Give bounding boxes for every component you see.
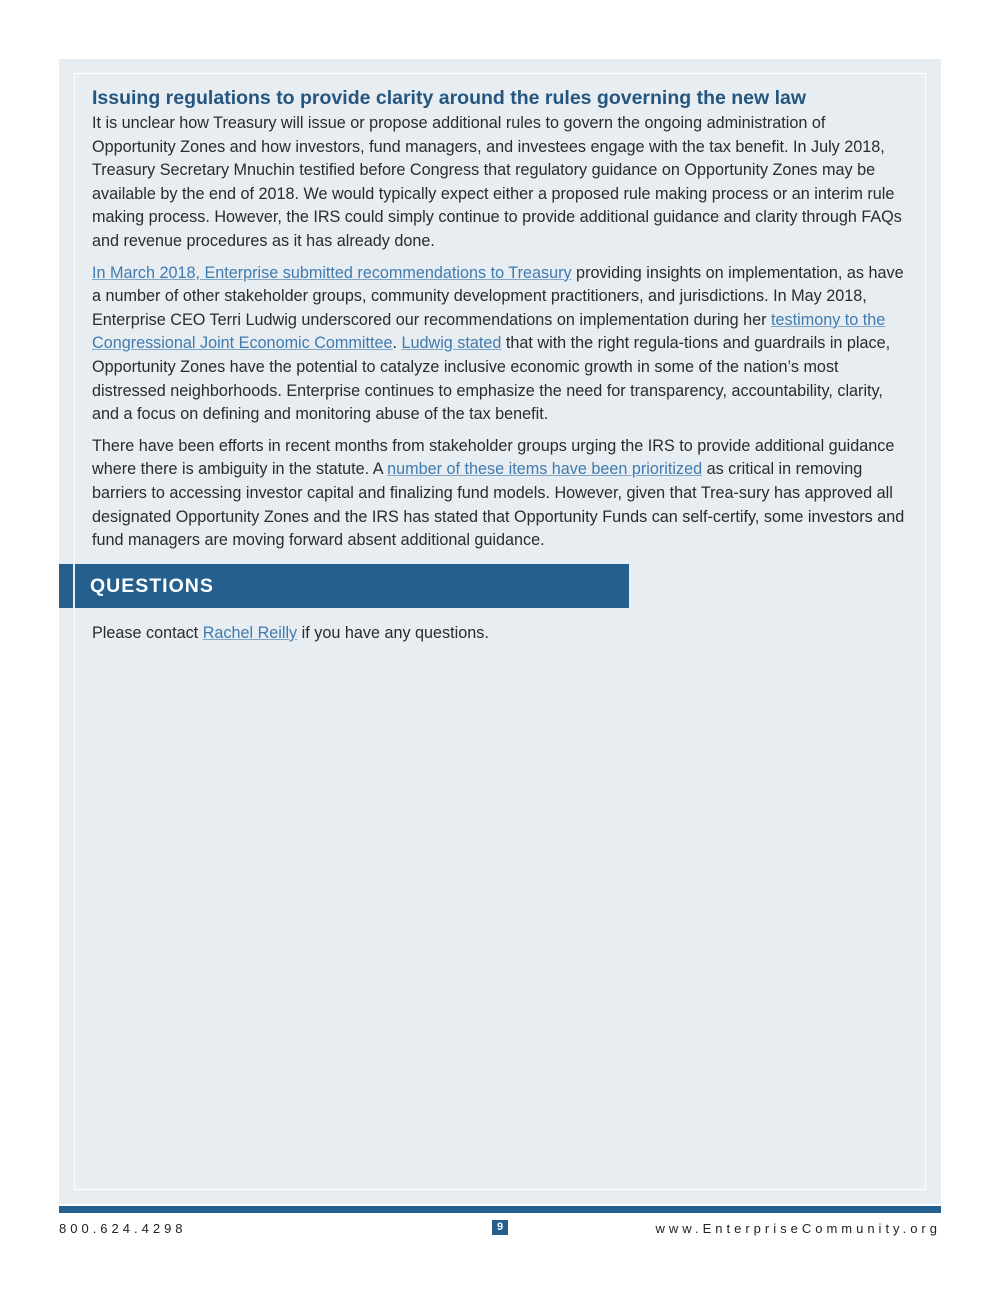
paragraph-3-text-1: There have been efforts in recent months from stakeholder groups urging the IRS to provide additional guidance where there is ambiguity in the statute. A	[92, 436, 895, 479]
footer-rule	[59, 1206, 941, 1213]
contact-line	[92, 622, 489, 646]
paragraph-2-text-1: providing insights on implementation, as have a number of other stakeholder groups, community development practitioners, and jurisdictions. In May 2018, Enterprise CEO Terri Ludwig underscored our recommendations on implementation during her	[92, 263, 904, 329]
paragraph-2-text-2: .	[392, 334, 402, 353]
contact-text-2: if you have any questions.	[297, 624, 489, 642]
paragraph-2	[92, 262, 910, 427]
main-content	[92, 84, 910, 561]
link-prioritized-items[interactable]: number of these items have been prioritized	[387, 460, 703, 479]
paragraph-3-text-2: as critical in removing barriers to accessing investor capital and finalizing fund models. However, given that Trea-sury has approved all designated Opportunity Zones and the IRS has stated that Opportunity Funds can self-certify, some investors and fund managers are moving forward absent additional guidance.	[92, 460, 905, 550]
questions-title: QUESTIONS	[90, 575, 214, 597]
banner-accent-line	[73, 564, 75, 608]
contact-text-1: Please contact	[92, 624, 203, 642]
paragraph-3	[92, 435, 910, 553]
paragraph-2-text-3: that with the right regula-tions and guardrails in place, Opportunity Zones have the potential to catalyze inclusive economic growth in some of the nation’s most distressed neighborhoods. Enterprise continues to emphasize the need for transparency, accountability, clarity, and a focus on defining and monitoring abuse of the tax benefit.	[92, 334, 891, 424]
footer-phone: 800.624.4298	[59, 1221, 187, 1236]
link-testimony[interactable]: testimony to the Congressional Joint Economic Committee	[92, 310, 886, 353]
link-rachel-reilly[interactable]: Rachel Reilly	[202, 624, 298, 642]
section-heading: Issuing regulations to provide clarity around the rules governing the new law	[92, 87, 807, 109]
footer-website[interactable]: www.EnterpriseCommunity.org	[655, 1221, 941, 1236]
paragraph-1: It is unclear how Treasury will issue or propose additional rules to govern the ongoing administration of Opportunity Zones and how investors, fund managers, and investees engage with the tax benefit. In July 2018, Treasury Secretary Mnuchin testified before Congress that regulatory guidance on Opportunity Zones may be available by the end of 2018. We would typically expect either a proposed rule making process or an interim rule making process. However, the IRS could simply continue to provide additional guidance and clarity through FAQs and revenue procedures as it has already done.	[92, 114, 902, 250]
page-number: 9	[492, 1220, 508, 1235]
link-ludwig-stated[interactable]: Ludwig stated	[401, 334, 502, 353]
link-march-2018-recommendations[interactable]: In March 2018, Enterprise submitted recommendations to Treasury	[92, 263, 572, 282]
